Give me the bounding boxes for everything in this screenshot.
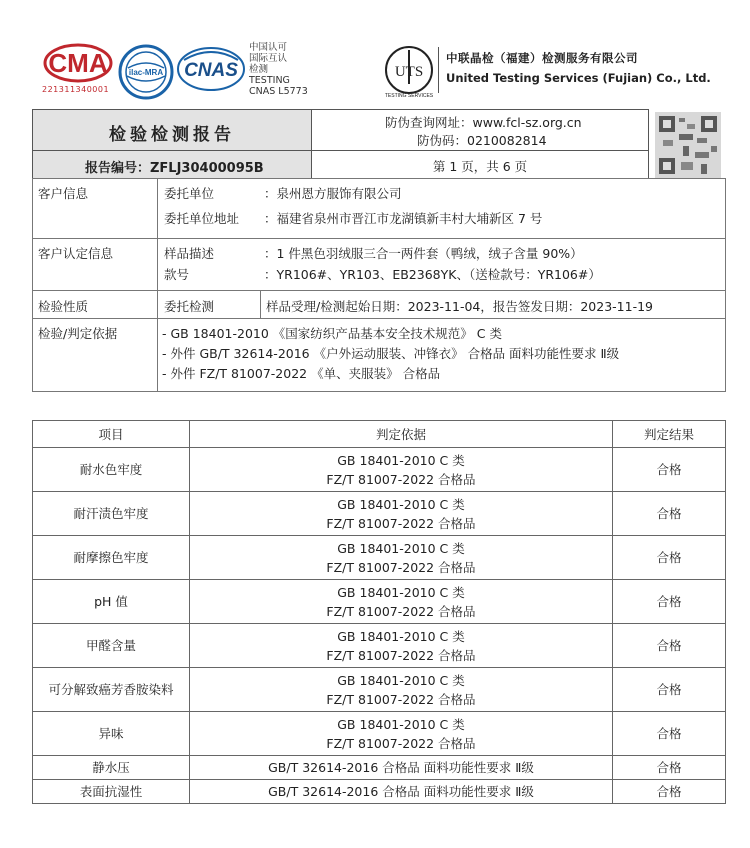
basis-item: - GB 18401-2010 《国家纺织产品基本安全技术规范》 C 类 xyxy=(162,326,502,341)
sample-label: 样品描述 xyxy=(164,246,215,261)
dates-value: 样品受理/检测起始日期：2023-11-04，报告签发日期：2023-11-19 xyxy=(266,299,654,314)
basis-cell: GB/T 32614-2016 合格品 面料功能性要求 Ⅱ级 xyxy=(190,756,613,780)
result-cell: 合格 xyxy=(613,580,726,624)
svg-text:ilac-MRA: ilac-MRA xyxy=(128,68,164,77)
sample-value: ：1 件黑色羽绒服三合一两件套（鸭绒，绒子含量 90%） xyxy=(264,246,583,261)
item-cell: 异味 xyxy=(33,712,190,756)
company-name-cn: 中联晶检（福建）检测服务有限公司 xyxy=(446,51,638,65)
basis-line: FZ/T 81007-2022 合格品 xyxy=(326,647,476,663)
address-label: 委托单位地址 xyxy=(164,211,240,226)
basis-line: FZ/T 81007-2022 合格品 xyxy=(326,559,476,575)
nature-label: 检验性质 xyxy=(38,299,89,314)
table-header-row xyxy=(33,421,726,448)
uts-logo xyxy=(383,44,435,100)
basis-cell: GB/T 32614-2016 合格品 面料功能性要求 Ⅱ级 xyxy=(190,780,613,804)
cma-logo xyxy=(42,43,114,87)
item-cell: 可分解致癌芳香胺染料 xyxy=(33,668,190,712)
item-cell: 耐摩擦色牢度 xyxy=(33,536,190,580)
logo-divider xyxy=(438,47,439,93)
table-row xyxy=(33,624,726,668)
basis-cell xyxy=(190,712,613,756)
basis-cell xyxy=(190,668,613,712)
table-row xyxy=(33,712,726,756)
nature-value: 委托检测 xyxy=(164,299,215,314)
svg-text:UTS: UTS xyxy=(394,64,424,80)
address-value: ：福建省泉州市晋江市龙湖镇新丰村大埔新区 7 号 xyxy=(264,211,543,226)
customer-confirm-label: 客户认定信息 xyxy=(38,246,114,261)
cma-number: 221311340001 xyxy=(42,85,110,94)
basis-cell xyxy=(190,492,613,536)
result-cell: 合格 xyxy=(613,756,726,780)
style-label: 款号 xyxy=(164,267,190,282)
rule xyxy=(33,178,725,179)
qr-code-icon xyxy=(655,112,721,178)
result-cell: 合格 xyxy=(613,536,726,580)
svg-text:TESTING SERVICES: TESTING SERVICES xyxy=(384,93,434,99)
basis-label: 检验/判定依据 xyxy=(38,326,118,341)
ilac-mra-logo xyxy=(118,44,174,100)
column-header-item: 项目 xyxy=(33,421,190,448)
basis-line: FZ/T 81007-2022 合格品 xyxy=(326,515,476,531)
anti-fake-code: 防伪码：0210082814 xyxy=(417,133,547,148)
result-cell: 合格 xyxy=(613,780,726,804)
column-header-result: 判定结果 xyxy=(613,421,726,448)
basis-cell xyxy=(190,448,613,492)
report-header-box xyxy=(32,109,649,179)
rule xyxy=(33,391,725,392)
anti-fake-url[interactable]: 防伪查询网址：www.fcl-sz.org.cn xyxy=(385,115,582,130)
style-value: ：YR106#、YR103、EB2368YK、（送检款号：YR106#） xyxy=(264,267,601,282)
rule xyxy=(33,318,725,319)
basis-line: GB 18401-2010 C 类 xyxy=(337,540,465,556)
basis-line: FZ/T 81007-2022 合格品 xyxy=(326,603,476,619)
item-cell: 静水压 xyxy=(33,756,190,780)
rule xyxy=(33,290,725,291)
basis-line: GB 18401-2010 C 类 xyxy=(337,496,465,512)
header-divider xyxy=(312,150,648,151)
basis-line: GB 18401-2010 C 类 xyxy=(337,628,465,644)
table-row xyxy=(33,448,726,492)
basis-line: GB 18401-2010 C 类 xyxy=(337,716,465,732)
page-info: 第 1 页，共 6 页 xyxy=(432,159,528,174)
report-number: 报告编号：ZFLJ30400095B xyxy=(85,161,264,176)
item-cell: 表面抗湿性 xyxy=(33,780,190,804)
client-info-section xyxy=(32,178,726,392)
table-row xyxy=(33,536,726,580)
results-table xyxy=(32,420,726,804)
basis-line: GB 18401-2010 C 类 xyxy=(337,672,465,688)
basis-line: GB 18401-2010 C 类 xyxy=(337,584,465,600)
basis-line: GB 18401-2010 C 类 xyxy=(337,452,465,468)
result-cell: 合格 xyxy=(613,624,726,668)
table-row xyxy=(33,580,726,624)
basis-line: FZ/T 81007-2022 合格品 xyxy=(326,735,476,751)
svg-text:CMA: CMA xyxy=(48,48,108,78)
table-row xyxy=(33,492,726,536)
column-header-basis: 判定依据 xyxy=(190,421,613,448)
result-cell: 合格 xyxy=(613,448,726,492)
column-divider xyxy=(260,290,261,318)
result-cell: 合格 xyxy=(613,492,726,536)
customer-info-label: 客户信息 xyxy=(38,186,89,201)
table-row xyxy=(33,756,726,780)
client-value: ：泉州恩方服饰有限公司 xyxy=(264,186,402,201)
rule xyxy=(33,238,725,239)
result-cell: 合格 xyxy=(613,668,726,712)
item-cell: 甲醛含量 xyxy=(33,624,190,668)
table-row xyxy=(33,780,726,804)
basis-cell xyxy=(190,580,613,624)
cnas-accreditation-text: 中国认可 国际互认 检测 TESTING CNAS L5773 xyxy=(249,42,308,97)
svg-text:CNAS: CNAS xyxy=(184,60,238,81)
cnas-logo xyxy=(176,46,246,92)
basis-line: FZ/T 81007-2022 合格品 xyxy=(326,471,476,487)
basis-cell xyxy=(190,624,613,668)
client-label: 委托单位 xyxy=(164,186,215,201)
basis-item: - 外件 FZ/T 81007-2022 《单、夹服装》 合格品 xyxy=(162,366,441,381)
result-cell: 合格 xyxy=(613,712,726,756)
basis-line: FZ/T 81007-2022 合格品 xyxy=(326,691,476,707)
company-name-en: United Testing Services (Fujian) Co., Ltd. xyxy=(446,71,711,85)
table-row xyxy=(33,668,726,712)
column-divider xyxy=(157,178,158,391)
item-cell: 耐汗渍色牢度 xyxy=(33,492,190,536)
basis-cell xyxy=(190,536,613,580)
item-cell: 耐水色牢度 xyxy=(33,448,190,492)
report-title: 检验检测报告 xyxy=(109,125,235,145)
item-cell: pH 值 xyxy=(33,580,190,624)
basis-item: - 外件 GB/T 32614-2016 《户外运动服装、冲锋衣》 合格品 面料功能性要求 Ⅱ级 xyxy=(162,346,620,361)
